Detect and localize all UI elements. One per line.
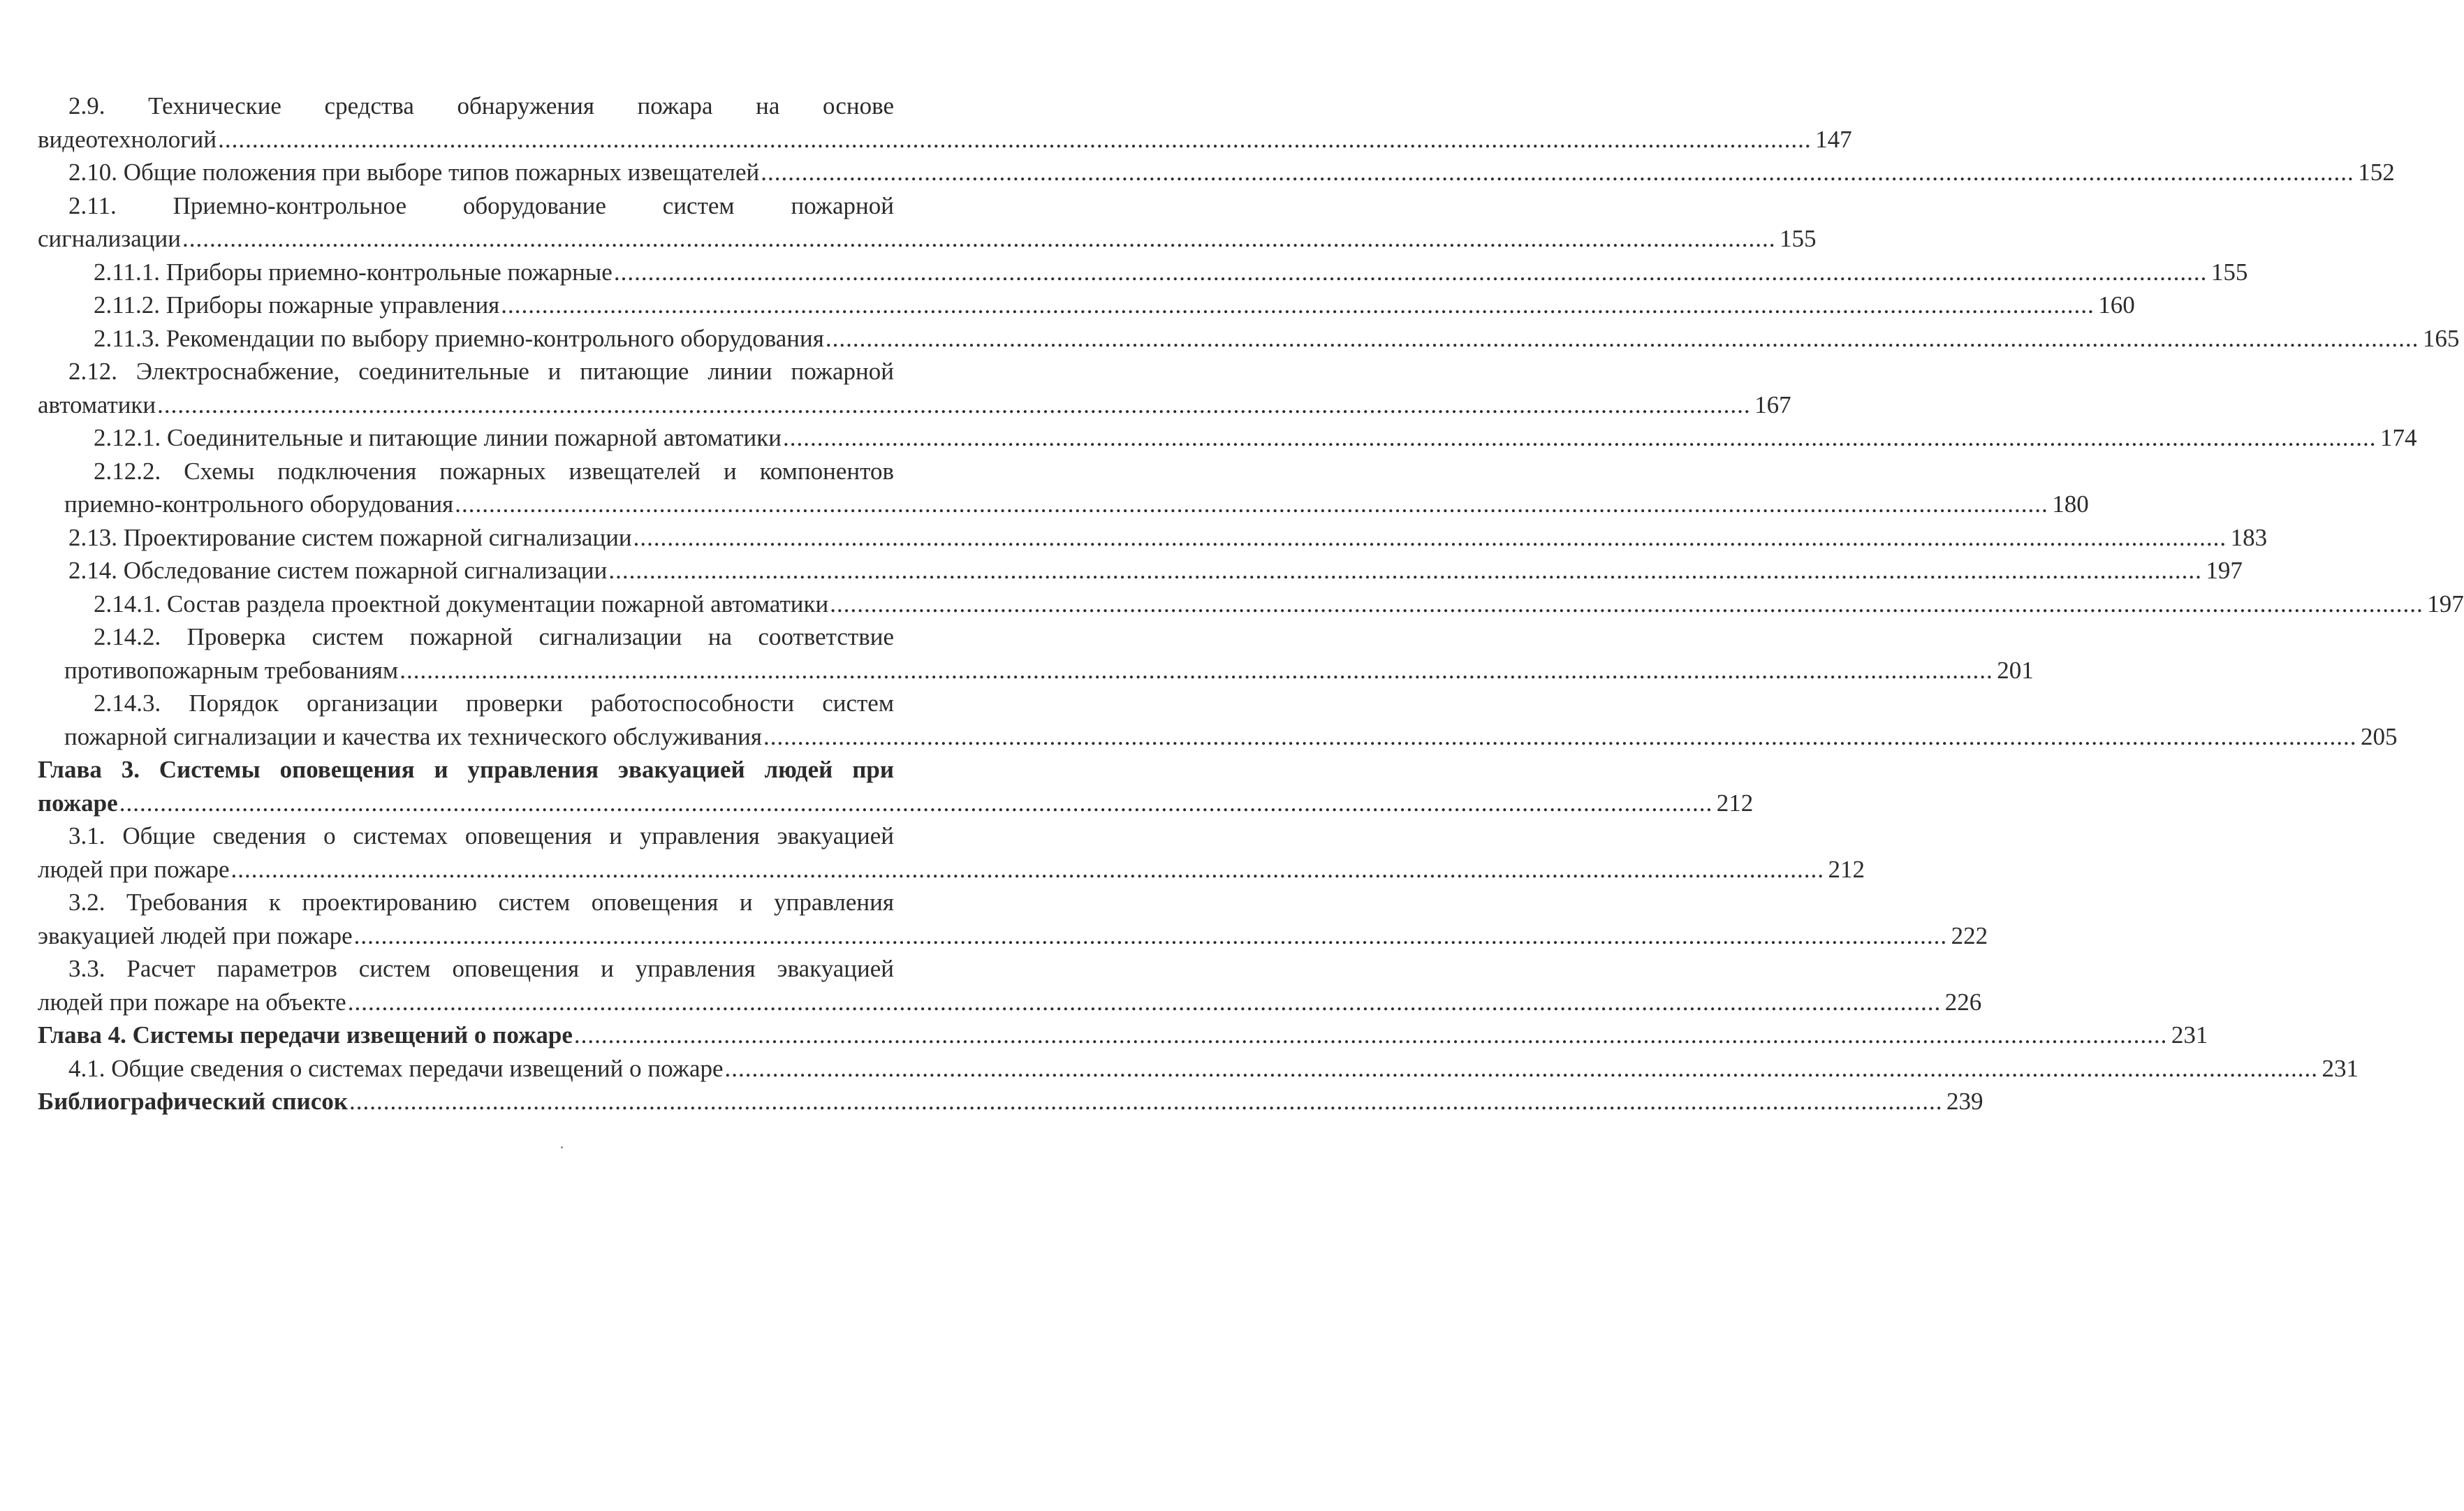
page-number: 231 — [2171, 1021, 2208, 1049]
dot-leader — [118, 787, 1715, 820]
toc-entry-last-line — [38, 289, 2135, 322]
toc-entry-title: людей при пожаре — [38, 855, 230, 883]
toc-entry-last-line — [38, 322, 2460, 356]
toc-entry — [38, 189, 1817, 256]
toc-entry-last-line — [38, 587, 2464, 621]
page-number: 205 — [2361, 722, 2398, 750]
page-number: 197 — [2427, 590, 2464, 618]
toc-entry-title: 2.10. Общие положения при выборе типов пожарных извещателей — [68, 159, 760, 186]
dot-leader — [828, 587, 2425, 621]
dot-leader — [759, 156, 2356, 189]
page-number: 239 — [1946, 1088, 1983, 1115]
toc-entry-title: видеотехнологий — [38, 125, 217, 153]
toc-entry — [38, 322, 2460, 356]
dot-leader — [348, 1085, 1944, 1118]
toc-entry — [38, 289, 2135, 322]
page-number: 174 — [2380, 424, 2417, 451]
dot-leader — [632, 521, 2229, 555]
dot-leader — [453, 488, 2050, 521]
toc-entry-title: людей при пожаре на объекте — [38, 988, 346, 1016]
toc-entry — [38, 1052, 2359, 1086]
toc-entry-title: сигнализации — [38, 225, 181, 252]
toc-entry-title: Библиографический список — [38, 1088, 349, 1115]
page-number: 212 — [1716, 789, 1754, 817]
toc-entry-last-line — [38, 919, 1988, 953]
toc-entry — [38, 687, 2398, 753]
page-number: 201 — [1997, 656, 2034, 684]
scan-speck — [561, 1146, 563, 1148]
dot-leader — [613, 256, 2209, 289]
toc-entry — [38, 521, 2268, 555]
toc-entry-title: 2.11.1. Приборы приемно-контрольные пожарные — [94, 258, 613, 286]
toc-entry-title-line: 2.14.3. Порядок организации проверки работоспособности систем — [94, 689, 894, 717]
page-number: 183 — [2230, 523, 2268, 551]
toc-entry-last-line — [38, 787, 1754, 820]
toc-entry-title-line: 2.9. Технические средства обнаружения пожара на основе — [68, 92, 894, 119]
toc-entry-title: приемно-контрольного оборудования — [64, 490, 454, 518]
toc-entry-title: пожарной сигнализации и качества их технического обслуживания — [64, 722, 762, 750]
page-number: 160 — [2098, 291, 2135, 319]
page-number: 226 — [1944, 988, 1982, 1016]
page-number: 180 — [2052, 490, 2089, 518]
toc-entry-title: 2.12.1. Соединительные и питающие линии пожарной автоматики — [94, 424, 782, 451]
dot-leader — [353, 919, 1949, 953]
dot-leader — [346, 986, 1943, 1019]
toc-entry — [38, 455, 2089, 521]
toc-entry-title: 4.1. Общие сведения о системах передачи извещений о пожаре — [68, 1054, 724, 1082]
toc-entry-last-line — [38, 1019, 2208, 1052]
page-number: 152 — [2358, 159, 2395, 186]
toc-entry — [38, 421, 2417, 455]
toc-entry-title-line: 2.12.2. Схемы подключения пожарных извещателей и компонентов — [94, 457, 894, 485]
toc-entry-title: 2.11.2. Приборы пожарные управления — [94, 291, 500, 319]
toc-entry-last-line — [38, 222, 1817, 256]
toc-entry-last-line — [38, 156, 2395, 189]
dot-leader — [229, 853, 1826, 886]
page-number: 167 — [1754, 390, 1791, 418]
toc-entry — [38, 753, 1754, 819]
dot-leader — [824, 322, 2421, 356]
dot-leader — [156, 388, 1752, 422]
dot-leader — [782, 421, 2378, 455]
toc-entry — [38, 554, 2243, 587]
toc-entry-title: 2.11.3. Рекомендации по выбору приемно-контрольного оборудования — [94, 324, 824, 352]
toc-entry-title: Глава 4. Системы передачи извещений о пожаре — [38, 1021, 573, 1049]
toc-entry-title-line: 2.14.2. Проверка систем пожарной сигнализации на соответствие — [94, 623, 894, 650]
toc-entry — [38, 1085, 1983, 1118]
toc-entry — [38, 886, 1988, 952]
page-number: 155 — [1779, 225, 1817, 252]
toc-entry-title-line: 3.1. Общие сведения о системах оповещения и управления эвакуацией — [68, 822, 894, 849]
toc-entry — [38, 355, 1791, 421]
toc-entry-title: противопожарным требованиям — [64, 656, 399, 684]
dot-leader — [499, 289, 2096, 322]
toc-entry-title: 2.14. Обследование систем пожарной сигнализации — [68, 557, 608, 584]
toc-entry-last-line — [38, 421, 2417, 455]
dot-leader — [607, 554, 2203, 587]
page-number: 197 — [2206, 557, 2243, 584]
page-number: 212 — [1828, 855, 1865, 883]
toc-entry-last-line — [38, 256, 2248, 289]
toc-entry-last-line — [38, 488, 2089, 521]
toc-entry — [38, 256, 2248, 289]
toc-entry-title: 2.13. Проектирование систем пожарной сигнализации — [68, 523, 632, 551]
toc-entry-last-line — [38, 1085, 1983, 1118]
toc-entry-last-line — [38, 853, 1865, 886]
toc-entry-last-line — [38, 388, 1791, 422]
dot-leader — [573, 1019, 2169, 1052]
toc-entry — [38, 819, 1865, 886]
dot-leader — [724, 1052, 2320, 1086]
toc-entry-title-line: Глава 3. Системы оповещения и управления эвакуацией людей при — [38, 756, 894, 783]
toc-entry-title: эвакуацией людей при пожаре — [38, 921, 353, 949]
dot-leader — [398, 654, 1995, 687]
toc-entry — [38, 156, 2395, 189]
toc-entry-last-line — [38, 654, 2034, 687]
toc-entry — [38, 952, 1982, 1019]
page-number: 231 — [2322, 1054, 2359, 1082]
toc-entry-title-line: 3.3. Расчет параметров систем оповещения и управления эвакуацией — [68, 955, 894, 982]
toc-entry-title: пожаре — [38, 789, 118, 817]
toc-entry — [38, 1019, 2208, 1052]
toc-entry — [38, 620, 2034, 687]
toc-entry-last-line — [38, 986, 1982, 1019]
toc-entry — [38, 587, 2464, 621]
table-of-contents — [38, 89, 2464, 1118]
page-number: 222 — [1951, 921, 1988, 949]
page-number: 155 — [2210, 258, 2248, 286]
dot-leader — [181, 222, 1777, 256]
toc-entry-title: 2.14.1. Состав раздела проектной документации пожарной автоматики — [94, 590, 829, 618]
page-number: 147 — [1815, 125, 1852, 153]
dot-leader — [217, 123, 1813, 156]
toc-entry-title-line: 2.11. Приемно-контрольное оборудование систем пожарной — [68, 191, 894, 219]
dot-leader — [762, 720, 2359, 754]
toc-entry-last-line — [38, 554, 2243, 587]
toc-entry-last-line — [38, 1052, 2359, 1086]
toc-entry-last-line — [38, 123, 1852, 156]
toc-entry-title: автоматики — [38, 390, 156, 418]
toc-entry — [38, 89, 1852, 156]
toc-entry-last-line — [38, 521, 2268, 555]
toc-entry-title-line: 3.2. Требования к проектированию систем оповещения и управления — [68, 889, 894, 916]
page-number: 165 — [2422, 324, 2460, 352]
toc-entry-title-line: 2.12. Электроснабжение, соединительные и питающие линии пожарной — [68, 358, 894, 385]
toc-entry-last-line — [38, 720, 2398, 754]
